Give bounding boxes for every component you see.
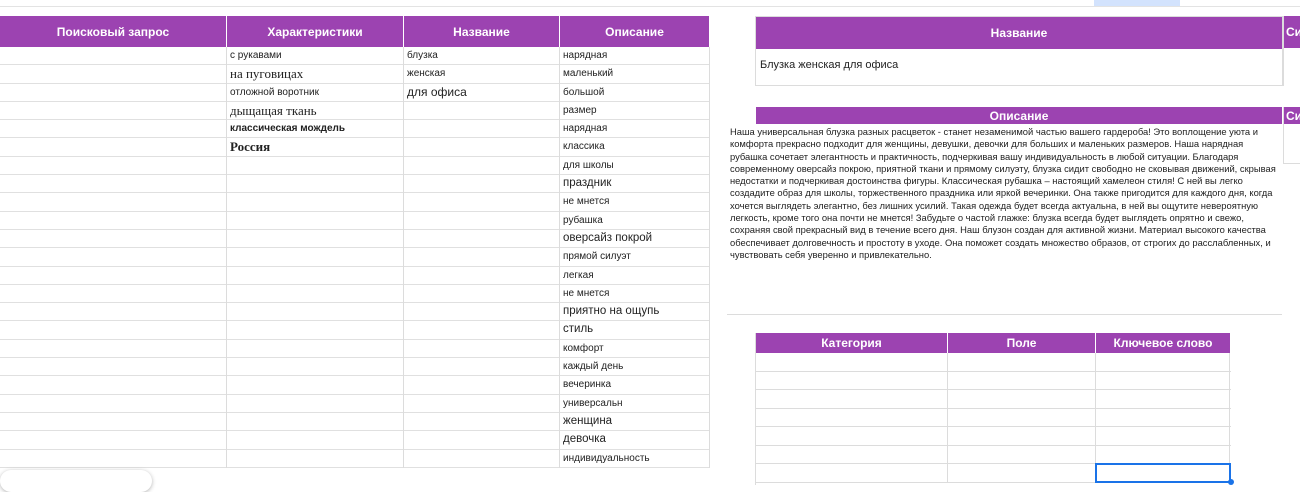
selected-column-header[interactable] (1094, 0, 1180, 6)
cut-off-header-1: Си (1284, 16, 1300, 48)
kw-cell[interactable] (756, 390, 948, 408)
search-query-column (0, 47, 227, 468)
table-cell[interactable] (0, 102, 226, 120)
table-cell[interactable] (404, 267, 559, 285)
table-cell[interactable] (0, 376, 226, 394)
table-cell[interactable] (227, 267, 403, 285)
kw-cell[interactable] (756, 372, 948, 390)
description-cell[interactable]: универсальн (560, 395, 709, 413)
table-cell[interactable] (227, 450, 403, 468)
kw-header-category[interactable]: Категория (756, 333, 948, 353)
description-cell[interactable]: каждый день (560, 358, 709, 376)
description-cell[interactable]: нарядная (560, 47, 709, 65)
table-cell[interactable] (404, 138, 559, 156)
kw-header-field[interactable]: Поле (948, 333, 1096, 353)
table-cell[interactable] (227, 413, 403, 431)
selected-cell[interactable] (1096, 464, 1230, 482)
table-cell[interactable] (404, 358, 559, 376)
kw-row (756, 353, 1231, 372)
product-name-value[interactable]: Блузка женская для офиса (760, 59, 899, 71)
table-cell[interactable] (0, 47, 226, 65)
description-cell[interactable]: индивидуальность (560, 450, 709, 468)
descriptions-column (560, 47, 710, 468)
kw-cell[interactable] (756, 353, 948, 371)
kw-cell[interactable] (756, 464, 948, 482)
name-block-header: Название (756, 17, 1282, 49)
table-cell[interactable] (404, 431, 559, 449)
header-search-query[interactable]: Поисковый запрос (0, 16, 226, 47)
kw-cell[interactable] (1096, 353, 1230, 371)
table-cell[interactable] (227, 431, 403, 449)
table-cell[interactable] (404, 450, 559, 468)
header-description[interactable]: Описание (560, 16, 709, 47)
kw-cell[interactable] (948, 427, 1096, 445)
kw-cell[interactable] (756, 427, 948, 445)
table-cell[interactable] (0, 340, 226, 358)
table-cell[interactable] (227, 321, 403, 339)
description-cell[interactable]: девочка (560, 431, 709, 449)
table-cell[interactable] (404, 248, 559, 266)
table-cell[interactable] (0, 175, 226, 193)
header-name[interactable]: Название (404, 16, 559, 47)
table-cell[interactable] (0, 193, 226, 211)
kw-row (756, 446, 1231, 465)
table-cell[interactable] (0, 413, 226, 431)
table-cell[interactable] (227, 358, 403, 376)
table-cell[interactable] (227, 230, 403, 248)
kw-cell[interactable] (756, 446, 948, 464)
table-cell[interactable] (404, 193, 559, 211)
table-cell[interactable] (0, 120, 226, 138)
description-cell[interactable]: не мнется (560, 285, 709, 303)
header-characteristics[interactable]: Характеристики (227, 16, 403, 47)
table-cell[interactable] (227, 285, 403, 303)
table-cell[interactable] (227, 248, 403, 266)
description-block-header: Описание (756, 107, 1282, 124)
description-cell[interactable]: не мнется (560, 193, 709, 211)
name-cell[interactable]: для офиса (404, 84, 559, 102)
keyword-table (755, 333, 1231, 485)
cut-off-block-2 (1283, 107, 1300, 164)
table-cell[interactable] (404, 340, 559, 358)
description-cell[interactable]: для школы (560, 157, 709, 175)
table-cell[interactable] (227, 303, 403, 321)
table-cell[interactable] (227, 376, 403, 394)
characteristic-cell[interactable]: Россия (227, 138, 403, 156)
kw-cell[interactable] (948, 390, 1096, 408)
product-name-block (755, 16, 1283, 86)
table-cell[interactable] (227, 193, 403, 211)
table-cell[interactable] (227, 395, 403, 413)
table-cell[interactable] (227, 175, 403, 193)
table-cell[interactable] (0, 431, 226, 449)
characteristic-cell[interactable]: классическая мождель (227, 120, 403, 138)
table-cell[interactable] (0, 321, 226, 339)
table-cell[interactable] (404, 230, 559, 248)
description-cell[interactable]: вечеринка (560, 376, 709, 394)
name-cell[interactable]: женская (404, 65, 559, 83)
table-cell[interactable] (404, 413, 559, 431)
table-cell[interactable] (404, 395, 559, 413)
kw-row (756, 464, 1231, 483)
table-cell[interactable] (404, 285, 559, 303)
cut-off-header-2: Си (1286, 108, 1302, 123)
kw-cell[interactable] (948, 446, 1096, 464)
table-cell[interactable] (404, 102, 559, 120)
table-cell[interactable] (227, 212, 403, 230)
kw-row (756, 409, 1231, 428)
table-cell[interactable] (404, 321, 559, 339)
characteristics-column (227, 47, 404, 468)
table-cell[interactable] (227, 157, 403, 175)
kw-row (756, 427, 1231, 446)
description-cell[interactable]: размер (560, 102, 709, 120)
name-cell[interactable]: блузка (404, 47, 559, 65)
table-cell[interactable] (227, 340, 403, 358)
description-cell[interactable]: комфорт (560, 340, 709, 358)
table-cell[interactable] (0, 212, 226, 230)
description-cell[interactable]: приятно на ощупь (560, 303, 709, 321)
characteristic-cell[interactable]: отложной воротник (227, 84, 403, 102)
table-cell[interactable] (404, 376, 559, 394)
table-cell[interactable] (0, 267, 226, 285)
kw-cell[interactable] (948, 464, 1096, 482)
kw-cell[interactable] (948, 409, 1096, 427)
table-cell[interactable] (0, 157, 226, 175)
description-cell[interactable]: классика (560, 138, 709, 156)
characteristic-cell[interactable]: дыщащая ткань (227, 102, 403, 120)
table-cell[interactable] (0, 358, 226, 376)
table-cell[interactable] (0, 84, 226, 102)
table-cell[interactable] (0, 303, 226, 321)
description-cell[interactable]: стиль (560, 321, 709, 339)
kw-row (756, 372, 1231, 391)
table-cell[interactable] (404, 212, 559, 230)
description-text[interactable]: Наша универсальная блузка разных расцветок - станет незаменимой частью вашего гардероба! Это воплощение уюта и комфорта прекрасно подходит для женщины, девушки, девочки для больших и маленьких размеров. Наша нарядная рубашка сочетает элегантность и практичность, подчеркивая вашу индивидуальность в любой ситуации. Благодаря современному оверсайз покрою, приятной ткани и прямому силуэту, блузка сидит свободно не сковывая движений, скрывая недостатки и подчеркивая достоинства фигуры. Классическая рубашка – настоящий хамелеон стиля! С ней вы легко создадите образ для школы, торжественного праздника или яркой вечеринки. Она также пригодится для каждого дня, когда хочется выглядеть элегантно, без лишних усилий. Такая одежда будет всегда актуальна, в ней вы ощутите невероятную легкость, кроме того она почти не мнется! Забудьте о частой глажке: блузка всегда будет выглядеть опрятно и свежо, сохраняя свой прекрасный вид в течение всего дня. Наш блузон создан для активной жизни. Материал высокого качества обеспечивает долговечность и простоту в уходе. Она поможет создать множество образов, от строгих до расслабленных, и чувствовать себя уверенно и привлекательно. (730, 126, 1276, 260)
table-cell[interactable] (0, 285, 226, 303)
selection-fill-handle[interactable] (1228, 479, 1234, 485)
table-cell[interactable] (0, 230, 226, 248)
kw-cell[interactable] (756, 409, 948, 427)
characteristic-cell[interactable]: на пуговицах (227, 65, 403, 83)
kw-cell[interactable] (1096, 446, 1230, 464)
kw-cell[interactable] (1096, 409, 1230, 427)
floating-toolbar[interactable] (0, 470, 152, 492)
table-cell[interactable] (0, 450, 226, 468)
kw-cell[interactable] (1096, 372, 1230, 390)
table-cell[interactable] (404, 175, 559, 193)
kw-cell[interactable] (1096, 427, 1230, 445)
description-cell[interactable]: женщина (560, 413, 709, 431)
names-column (404, 47, 560, 468)
description-cell[interactable]: большой (560, 84, 709, 102)
table-cell[interactable] (0, 65, 226, 83)
cut-off-block-1 (1283, 16, 1300, 86)
table-cell[interactable] (0, 248, 226, 266)
table-cell[interactable] (0, 395, 226, 413)
kw-header-keyword[interactable]: Ключевое слово (1096, 333, 1230, 353)
description-cell[interactable]: нарядная (560, 120, 709, 138)
kw-cell[interactable] (948, 372, 1096, 390)
description-cell[interactable]: праздник (560, 175, 709, 193)
description-cell[interactable]: прямой силуэт (560, 248, 709, 266)
table-cell[interactable] (0, 138, 226, 156)
description-cell[interactable]: оверсайз покрой (560, 230, 709, 248)
characteristic-cell[interactable]: с рукавами (227, 47, 403, 65)
description-cell[interactable]: рубашка (560, 212, 709, 230)
kw-cell[interactable] (948, 353, 1096, 371)
description-block (727, 107, 1282, 315)
table-cell[interactable] (404, 303, 559, 321)
description-cell[interactable]: легкая (560, 267, 709, 285)
table-cell[interactable] (404, 157, 559, 175)
table-cell[interactable] (404, 120, 559, 138)
kw-row (756, 390, 1231, 409)
kw-cell[interactable] (1096, 390, 1230, 408)
column-header-strip (0, 0, 1300, 7)
description-cell[interactable]: маленький (560, 65, 709, 83)
